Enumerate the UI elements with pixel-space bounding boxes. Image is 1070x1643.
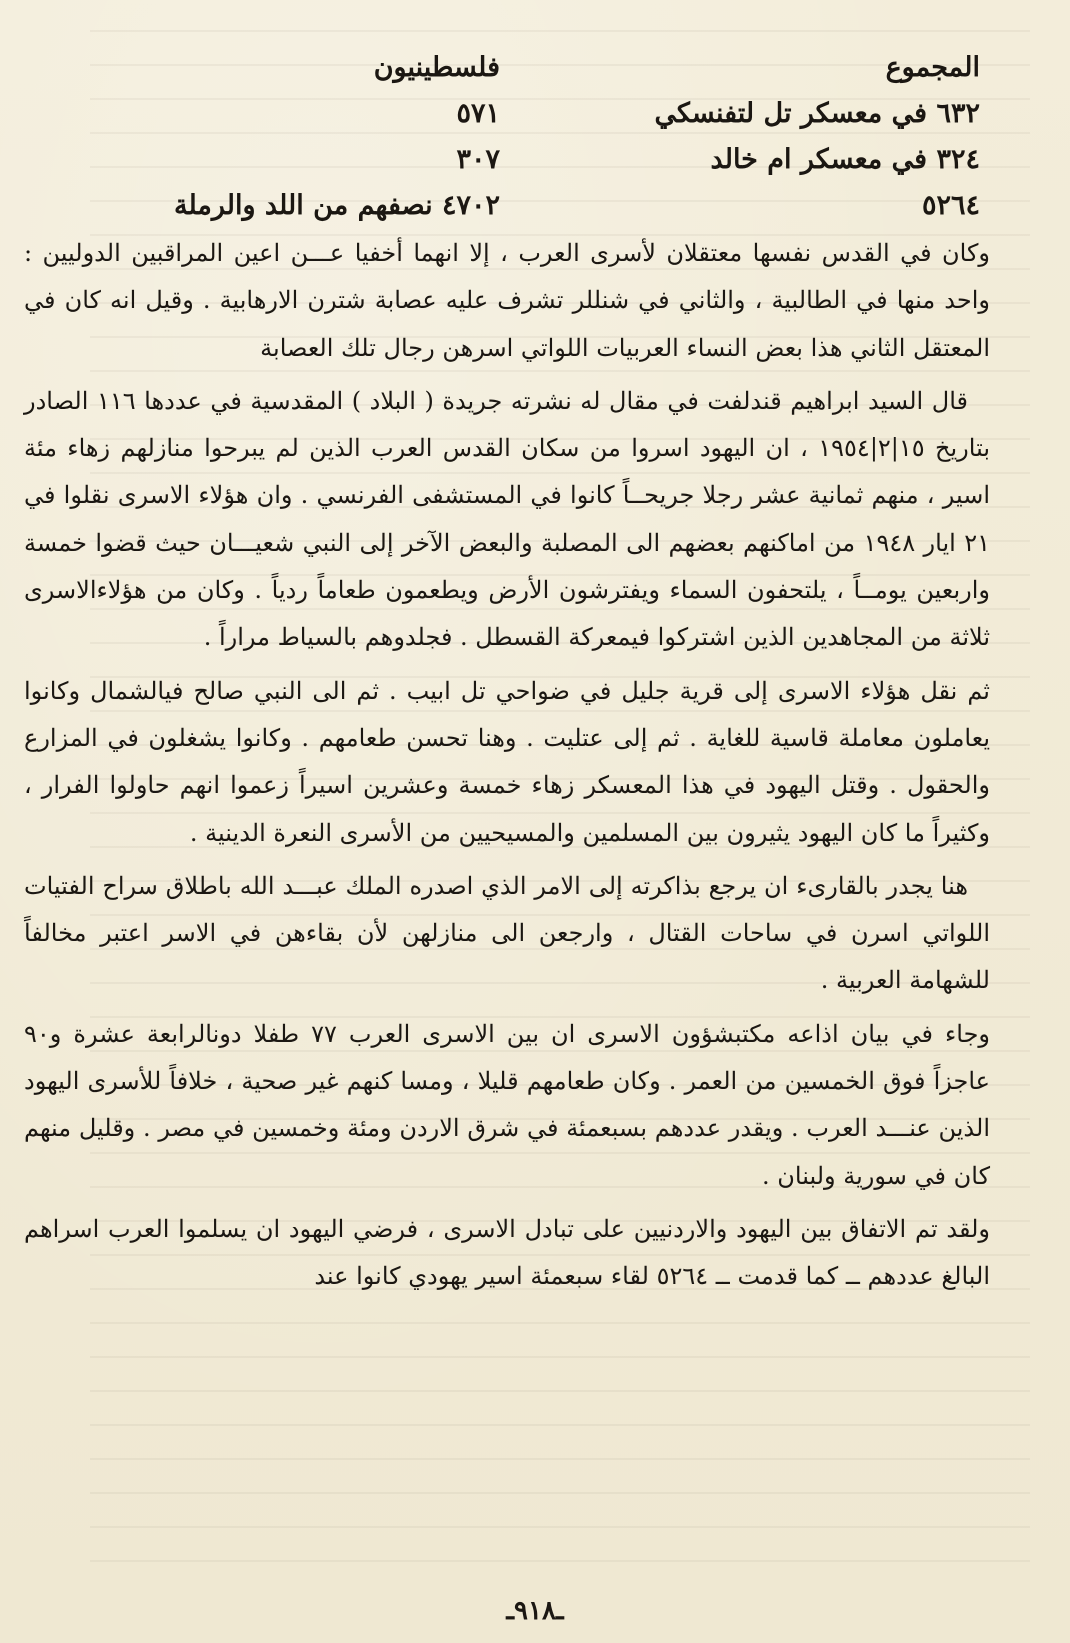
paragraph-jerusalem-camps: وكان في القدس نفسها معتقلان لأسرى العرب ، إلا انهما أخفيا عـــن اعين المراقبين الدوليين : واحد منها في الطالبية ، والثاني في شنللر تشرف عليه عصابة شترن الارهابية . وقيل انه كان في المعتقل الثاني هذا بعض النساء العربيات اللواتي اسرهن رجال تلك العصابة bbox=[24, 239, 991, 362]
table-row-label: ٣٢٤ في معسكر ام خالد bbox=[710, 144, 980, 175]
statistics-table bbox=[20, 40, 1020, 230]
table-header-label: المجموع bbox=[885, 52, 980, 83]
paragraph-prisoners-office: وجاء في بيان اذاعه مكتبشؤون الاسرى ان بين الاسرى العرب ٧٧ طفلا دونالرابعة عشرة و٩٠ عاجزاً فوق الخمسين من العمر . وكان طعامهم قليلا ، ومسا كنهم غير صحية ، خلافاً للأسرى اليهود الذين عنـــد العرب . ويقدر عددهم بسبعمئة في شرق الاردن ومئة وخمسين في مصر . وقليل منهم كان في سورية ولبنان . bbox=[24, 1019, 990, 1190]
table-row-value: ٥٧١ bbox=[456, 98, 500, 129]
table-row bbox=[20, 92, 980, 136]
table-row bbox=[20, 138, 980, 182]
table-header-row bbox=[20, 46, 980, 90]
paragraph-king-abdullah: هنا يجدر بالقارىء ان يرجع بذاكرته إلى الامر الذي اصدره الملك عبـــد الله باطلاق سراح الفتيات اللواتي اسرن في ساحات القتال ، وارجعن الى منازلهن لأن بقاءهن في الاسر اعتبر مخالفاً للشهامة العربية . bbox=[24, 871, 990, 995]
table-row-label: ٦٣٢ في معسكر تل لتفنسكي bbox=[654, 98, 980, 129]
paragraph-qandalaft-article: قال السيد ابراهيم قندلفت في مقال له نشرته جريدة ( البلاد ) المقدسية في عددها ١١٦ الصادر بتاريخ ١٥|٢|١٩٥٤ ، ان اليهود اسروا من سكان القدس العرب الذين لم يبرحوا منازلهم زهاء مئة اسير ، منهم ثمانية عشر رجلا جريحــاً كانوا في المستشفى الفرنسي . وان هؤلاء الاسرى نقلوا في ٢١ ايار ١٩٤٨ من اماكنهم بعضهم الى المصلبة والبعض الآخر إلى النبي شعيـــان حيث قضوا خمسة واربعين يومــاً ، يلتحفون السماء ويفترشون الأرض ويطعمون طعاماً ردياً . وكان من هؤلاءالاسرى ثلاثة من المجاهدين الذين اشتركوا فيمعركة القسطل . فجلدوهم بالسياط مراراً . bbox=[24, 386, 991, 652]
page-content bbox=[20, 40, 1020, 1307]
table-row bbox=[20, 184, 980, 228]
paragraph-exchange-agreement: ولقد تم الاتفاق بين اليهود والاردنيين على تبادل الاسرى ، فرضي اليهود ان يسلموا العرب اسراهم البالغ عددهم ــ كما قدمت ــ ٥٢٦٤ لقاء سبعمئة اسير يهودي كانوا عند bbox=[24, 1214, 990, 1291]
page-number: ـ٩١٨ـ bbox=[506, 1596, 564, 1626]
table-header-value: فلسطينيون bbox=[373, 52, 500, 83]
table-row-value: ٣٠٧ bbox=[456, 144, 500, 175]
paragraph-prisoner-transfers: ثم نقل هؤلاء الاسرى إلى قرية جليل في ضواحي تل ابيب . ثم الى النبي صالح فيالشمال وكانوا يعاملون معاملة قاسية للغاية . ثم إلى عتليت . وهنا تحسن طعامهم . وكانوا يشغلون في المزارع والحقول . وقتل اليهود في هذا المعسكر زهاء خمسة وعشرين اسيراً زعموا انهم حاولوا الفرار ، وكثيراً ما كان اليهود يثيرون بين المسلمين والمسيحيين من الأسرى النعرة الدينية . bbox=[24, 676, 990, 847]
table-row-label: ٥٢٦٤ bbox=[921, 190, 980, 221]
table-row-value: ٤٧٠٢ نصفهم من اللد والرملة bbox=[173, 190, 500, 221]
